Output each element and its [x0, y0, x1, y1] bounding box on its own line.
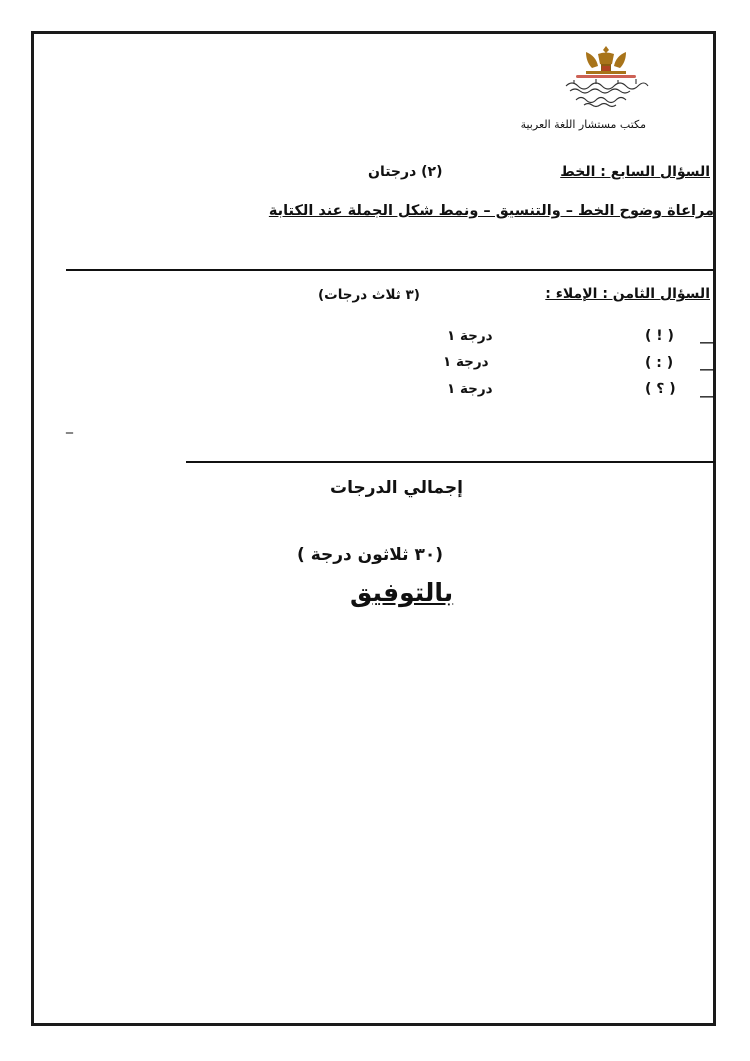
section-divider	[66, 269, 714, 271]
answer-blank[interactable]: __	[700, 382, 714, 398]
item-grade: درجة ١	[447, 328, 493, 344]
total-label: إجمالي الدرجات	[330, 478, 463, 498]
item-grade: درجة ١	[447, 381, 493, 397]
q7-description: مراعاة وضوح الخط – والتنسيق – ونمط شكل الجملة عند الكتابة	[268, 203, 714, 219]
punctuation-mark: ( ؟ )	[645, 381, 676, 397]
closing-wish: بالتوفيق	[350, 578, 454, 607]
office-label: مكتب مستشار اللغة العربية	[520, 118, 646, 131]
stray-dash: _	[66, 418, 73, 434]
q7-title: السؤال السابع : الخط	[560, 164, 710, 180]
punctuation-mark: ( ! )	[645, 328, 674, 344]
egypt-eagle-emblem-icon	[556, 44, 656, 114]
page-border	[31, 31, 716, 1026]
q7-marks: (٢) درجتان	[368, 164, 443, 180]
q8-marks: (٣ ثلاث درجات)	[318, 287, 420, 303]
q8-title: السؤال الثامن : الإملاء :	[545, 286, 710, 302]
item-grade: درجة ١	[443, 354, 489, 370]
total-divider	[186, 461, 715, 463]
total-count: (٣٠ ثلاثون درجة )	[297, 545, 443, 565]
answer-blank[interactable]: __	[700, 328, 714, 344]
answer-blank[interactable]: __	[700, 355, 714, 371]
punctuation-mark: ( : )	[645, 355, 674, 371]
